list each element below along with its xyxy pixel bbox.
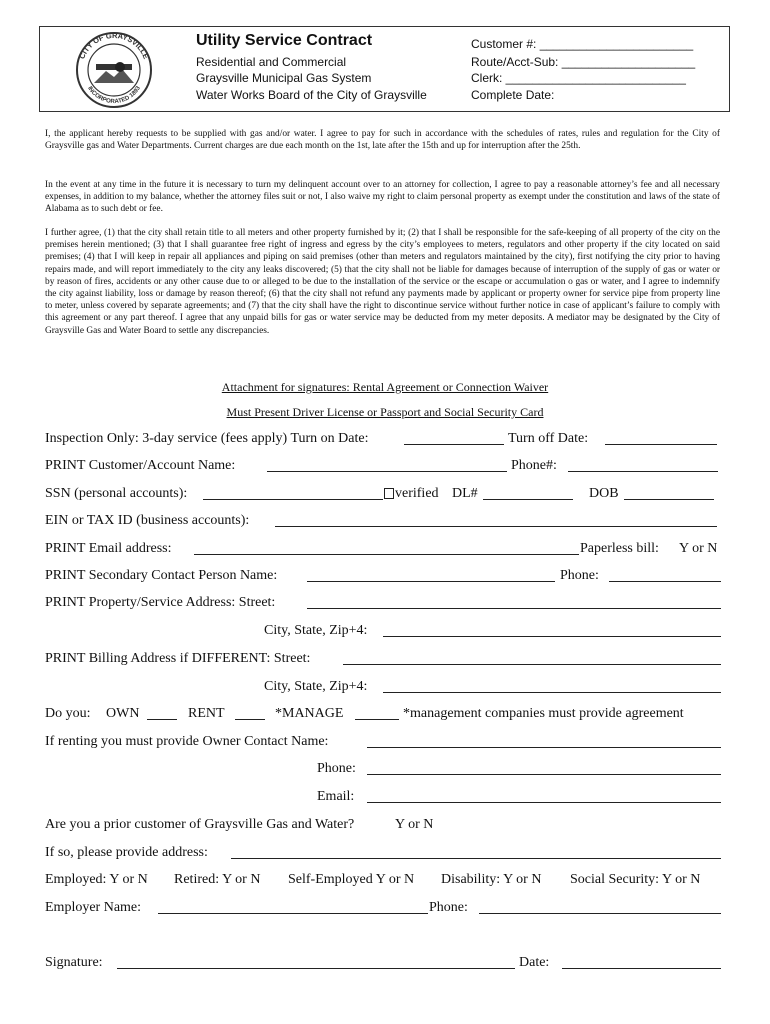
email-input[interactable]	[194, 554, 579, 555]
owner-phone-label: Phone:	[317, 761, 356, 776]
dob-label: DOB	[589, 486, 619, 501]
employer-row	[45, 898, 725, 918]
email-label: PRINT Email address:	[45, 541, 172, 556]
employment-row	[45, 870, 725, 890]
customer-number-field[interactable]: Customer #: _______________________	[471, 37, 694, 51]
signature-input[interactable]	[117, 968, 515, 969]
phone-label: Phone#:	[511, 458, 557, 473]
employer-name-input[interactable]	[158, 913, 428, 914]
billing-city-label: City, State, Zip+4:	[264, 679, 368, 694]
ein-label: EIN or TAX ID (business accounts):	[45, 513, 250, 528]
billing-address-row	[45, 649, 725, 669]
dl-input[interactable]	[483, 499, 573, 500]
terms-paragraph-2: In the event at any time in the future it is necessary to turn my delinquent account over to an attorney for collection, I agree to pay a reasonable attorney’s fee and all necessary expenses, in addition to my balance, whether the attorney files suit or not, I also waive my right to claim personal property as exempt under the constitution and laws of the state of Alabama as to such debt or fee.	[45, 180, 720, 215]
date-input[interactable]	[562, 968, 721, 969]
owner-email-input[interactable]	[367, 802, 721, 803]
turn-on-date-input[interactable]	[404, 444, 504, 445]
header-line-2: Graysville Municipal Gas System	[196, 71, 372, 85]
secondary-contact-row	[45, 566, 725, 586]
phone-input[interactable]	[568, 471, 718, 472]
id-requirement-note: Must Present Driver License or Passport and Social Security Card	[226, 405, 544, 419]
ssn-row	[45, 484, 725, 504]
svg-text:INCORPORATED 1893: INCORPORATED 1893	[86, 85, 142, 106]
disability-option[interactable]: Disability: Y or N	[441, 872, 542, 887]
property-city-row	[45, 621, 725, 641]
dob-input[interactable]	[624, 499, 714, 500]
management-note: *management companies must provide agreement	[403, 706, 684, 721]
ssn-label: SSN (personal accounts):	[45, 486, 188, 501]
social-security-option[interactable]: Social Security: Y or N	[570, 872, 701, 887]
secondary-phone-input[interactable]	[609, 581, 721, 582]
inspection-row	[45, 429, 725, 449]
prior-address-row	[45, 843, 725, 863]
property-street-input[interactable]	[307, 608, 721, 609]
route-acct-field[interactable]: Route/Acct-Sub: ____________________	[471, 55, 696, 69]
owner-phone-input[interactable]	[367, 774, 721, 775]
employer-name-label: Employer Name:	[45, 900, 142, 915]
retired-option[interactable]: Retired: Y or N	[174, 872, 261, 887]
paperless-options[interactable]: Y or N	[679, 541, 718, 556]
property-address-label: PRINT Property/Service Address: Street:	[45, 595, 276, 610]
owner-email-row	[45, 787, 725, 807]
clerk-field[interactable]: Clerk: ___________________________	[471, 71, 686, 85]
property-address-row	[45, 593, 725, 613]
manage-label: *MANAGE	[275, 706, 344, 721]
secondary-phone-label: Phone:	[560, 568, 599, 583]
complete-date-field[interactable]: Complete Date:	[471, 88, 555, 102]
attachment-note: Attachment for signatures: Rental Agreement or Connection Waiver	[221, 380, 549, 394]
self-employed-option[interactable]: Self-Employed Y or N	[288, 872, 415, 887]
billing-city-input[interactable]	[383, 692, 721, 693]
owner-contact-input[interactable]	[367, 747, 721, 748]
customer-name-label: PRINT Customer/Account Name:	[45, 458, 236, 473]
manage-input[interactable]	[355, 719, 399, 720]
prior-address-input[interactable]	[231, 858, 721, 859]
terms-paragraph-1: I, the applicant hereby requests to be supplied with gas and/or water. I agree to pay for such in accordance with the schedules of rates, rules and regulation for the City of Graysville gas and Water Departments. Current charges are due each month on the 1st, late after the 15th and up for interruption after the 25th.	[45, 129, 720, 152]
terms-paragraph-3: I further agree, (1) that the city shall retain title to all meters and other property furnished by it; (2) that I shall be responsible for the safe-keeping of all property of the city on the premises herein mentioned; (3) that I shall guarantee free right of ingress and egress by the city’s employees to meters, regulators and other property if the city located on said premises; (4) that I will keep in repair all appliances and piping on said premises (other than meters and regulators maintained by the city), first notifying the city prior to having repairs made, and will report immediately to the city any leaks discovered; (5) that the city shall not be liable for damages because of interruption of the supply of gas or water or by reason of fires, accidents or any other cause due to or alleged to be due to the installation of the service or the escape or accumulation o gas or water, and I agree to indemnify the city against liability, loss or damage by reason thereof; (6) that the city shall not refund any payments made by applicant or property owner for service pipe from property line to meter, unless covered by separate agreements; and (7) that the city shall have the right to discontinue service without further notice in case of applicant’s failure to comply with this agreement or any part thereof. I agree that any unpaid bills for gas or water service may be deducted from my meter deposits. A mediator may be designated by the City of Graysville Gas and Water Board to settle any discrepancies.	[45, 228, 720, 336]
secondary-contact-label: PRINT Secondary Contact Person Name:	[45, 568, 278, 583]
prior-address-label: If so, please provide address:	[45, 845, 208, 860]
verified-label: verified	[395, 486, 439, 501]
inspection-label: Inspection Only: 3-day service (fees apply) Turn on Date:	[45, 431, 369, 446]
turn-off-date-input[interactable]	[605, 444, 717, 445]
customer-name-input[interactable]	[267, 471, 507, 472]
prior-customer-label: Are you a prior customer of Graysville Gas and Water?	[45, 817, 355, 832]
own-input[interactable]	[147, 719, 177, 720]
owner-contact-label: If renting you must provide Owner Contact Name:	[45, 734, 329, 749]
prior-customer-row	[45, 815, 725, 835]
employer-phone-label: Phone:	[429, 900, 468, 915]
secondary-contact-input[interactable]	[307, 581, 555, 582]
email-row	[45, 539, 725, 559]
contract-title: Utility Service Contract	[196, 32, 373, 49]
customer-name-row	[45, 456, 725, 476]
city-seal-logo	[72, 31, 156, 109]
owner-phone-row	[45, 759, 725, 779]
svg-text:CITY OF GRAYSVILLE: CITY OF GRAYSVILLE	[77, 31, 151, 61]
rent-label: RENT	[188, 706, 225, 721]
billing-street-input[interactable]	[343, 664, 721, 665]
own-label: OWN	[106, 706, 140, 721]
rent-input[interactable]	[235, 719, 265, 720]
employer-phone-input[interactable]	[479, 913, 721, 914]
owner-contact-row	[45, 732, 725, 752]
do-you-label: Do you:	[45, 706, 91, 721]
signature-label: Signature:	[45, 955, 103, 970]
verified-checkbox[interactable]	[384, 488, 394, 499]
prior-customer-options[interactable]: Y or N	[395, 817, 434, 832]
billing-address-label: PRINT Billing Address if DIFFERENT: Street:	[45, 651, 311, 666]
header-line-1: Residential and Commercial	[196, 55, 347, 69]
header-line-3: Water Works Board of the City of Graysville	[196, 88, 427, 102]
property-city-input[interactable]	[383, 636, 721, 637]
billing-city-row	[45, 677, 725, 697]
paperless-label: Paperless bill:	[580, 541, 659, 556]
employed-option[interactable]: Employed: Y or N	[45, 872, 148, 887]
signature-row	[45, 953, 725, 973]
ssn-input[interactable]	[203, 499, 383, 500]
ein-input[interactable]	[275, 526, 717, 527]
property-city-label: City, State, Zip+4:	[264, 623, 368, 638]
date-label: Date:	[519, 955, 550, 970]
owner-email-label: Email:	[317, 789, 355, 804]
turn-off-label: Turn off Date:	[508, 431, 589, 446]
dl-label: DL#	[452, 486, 478, 501]
ownership-row	[45, 704, 725, 724]
ein-row	[45, 511, 725, 531]
